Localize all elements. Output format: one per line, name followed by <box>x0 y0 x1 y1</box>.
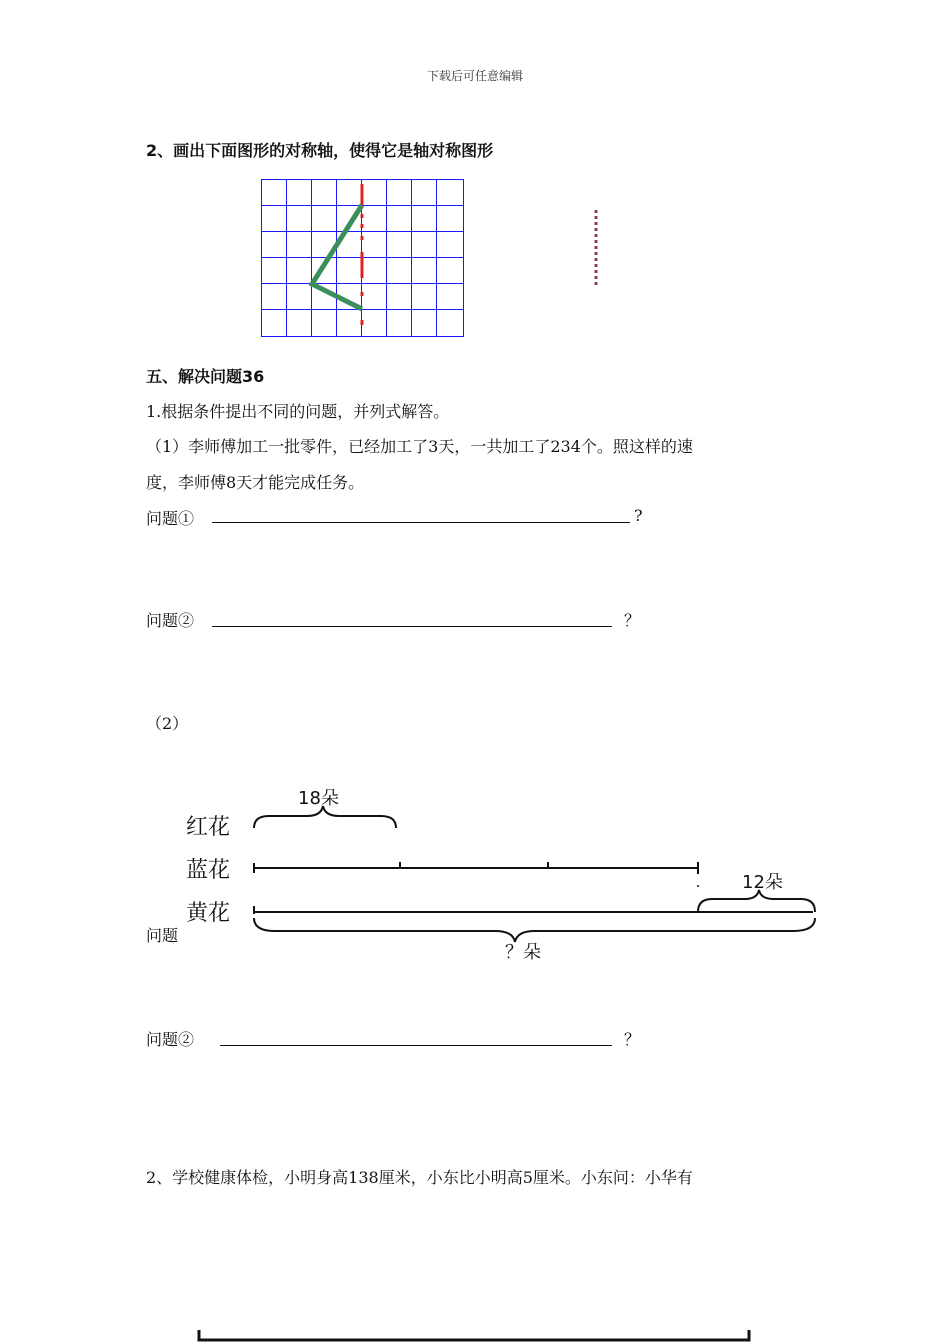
dotted-line <box>593 208 599 288</box>
extra-brace <box>698 890 815 912</box>
part-2-question-2-end: ？ <box>624 1030 641 1049</box>
total-value: ？朵 <box>505 942 541 963</box>
page-header: 下载后可任意编辑 <box>426 69 523 83</box>
blue-end-dot <box>697 885 699 887</box>
part-2-question-2-answer-line[interactable] <box>220 1045 612 1046</box>
bottom-bracket <box>196 1328 756 1344</box>
question-1-end: ? <box>634 506 643 525</box>
question-2-label: 问题② <box>146 611 195 630</box>
extra-yellow-value: 12朵 <box>742 872 783 893</box>
part-2-question-label: 问题 <box>146 926 179 945</box>
question-1-answer-line[interactable] <box>212 522 630 523</box>
question-2-title: 2、画出下面图形的对称轴，使得它是轴对称图形 <box>146 141 494 160</box>
red-flower-label: 红花 <box>186 815 231 840</box>
problem-1-part1-line1: （1）李师傅加工一批零件，已经加工了3天，一共加工了234个。照这样的速 <box>146 437 693 456</box>
question-1-label: 问题① <box>146 509 195 528</box>
section-5-title: 五、解决问题36 <box>146 367 265 386</box>
red-flower-value: 18朵 <box>298 788 339 809</box>
problem-2-text: 2、学校健康体检，小明身高138厘米，小东比小明高5厘米。小东问：小华有 <box>146 1168 693 1187</box>
problem-1-part1-line2: 度，李师傅8天才能完成任务。 <box>146 473 365 492</box>
red-brace <box>254 806 396 828</box>
blue-flower-label: 蓝花 <box>186 858 231 883</box>
flower-line-diagram <box>245 800 825 950</box>
problem-1-intro: 1.根据条件提出不同的问题，并列式解答。 <box>146 402 450 421</box>
total-brace <box>254 918 815 942</box>
part-2-question-2-label: 问题② <box>146 1030 195 1049</box>
symmetry-grid-figure <box>261 178 465 340</box>
question-2-answer-line[interactable] <box>212 626 612 627</box>
part-2-label: （2） <box>146 714 189 733</box>
yellow-flower-label: 黄花 <box>186 901 231 926</box>
question-2-end: ？ <box>624 611 641 630</box>
